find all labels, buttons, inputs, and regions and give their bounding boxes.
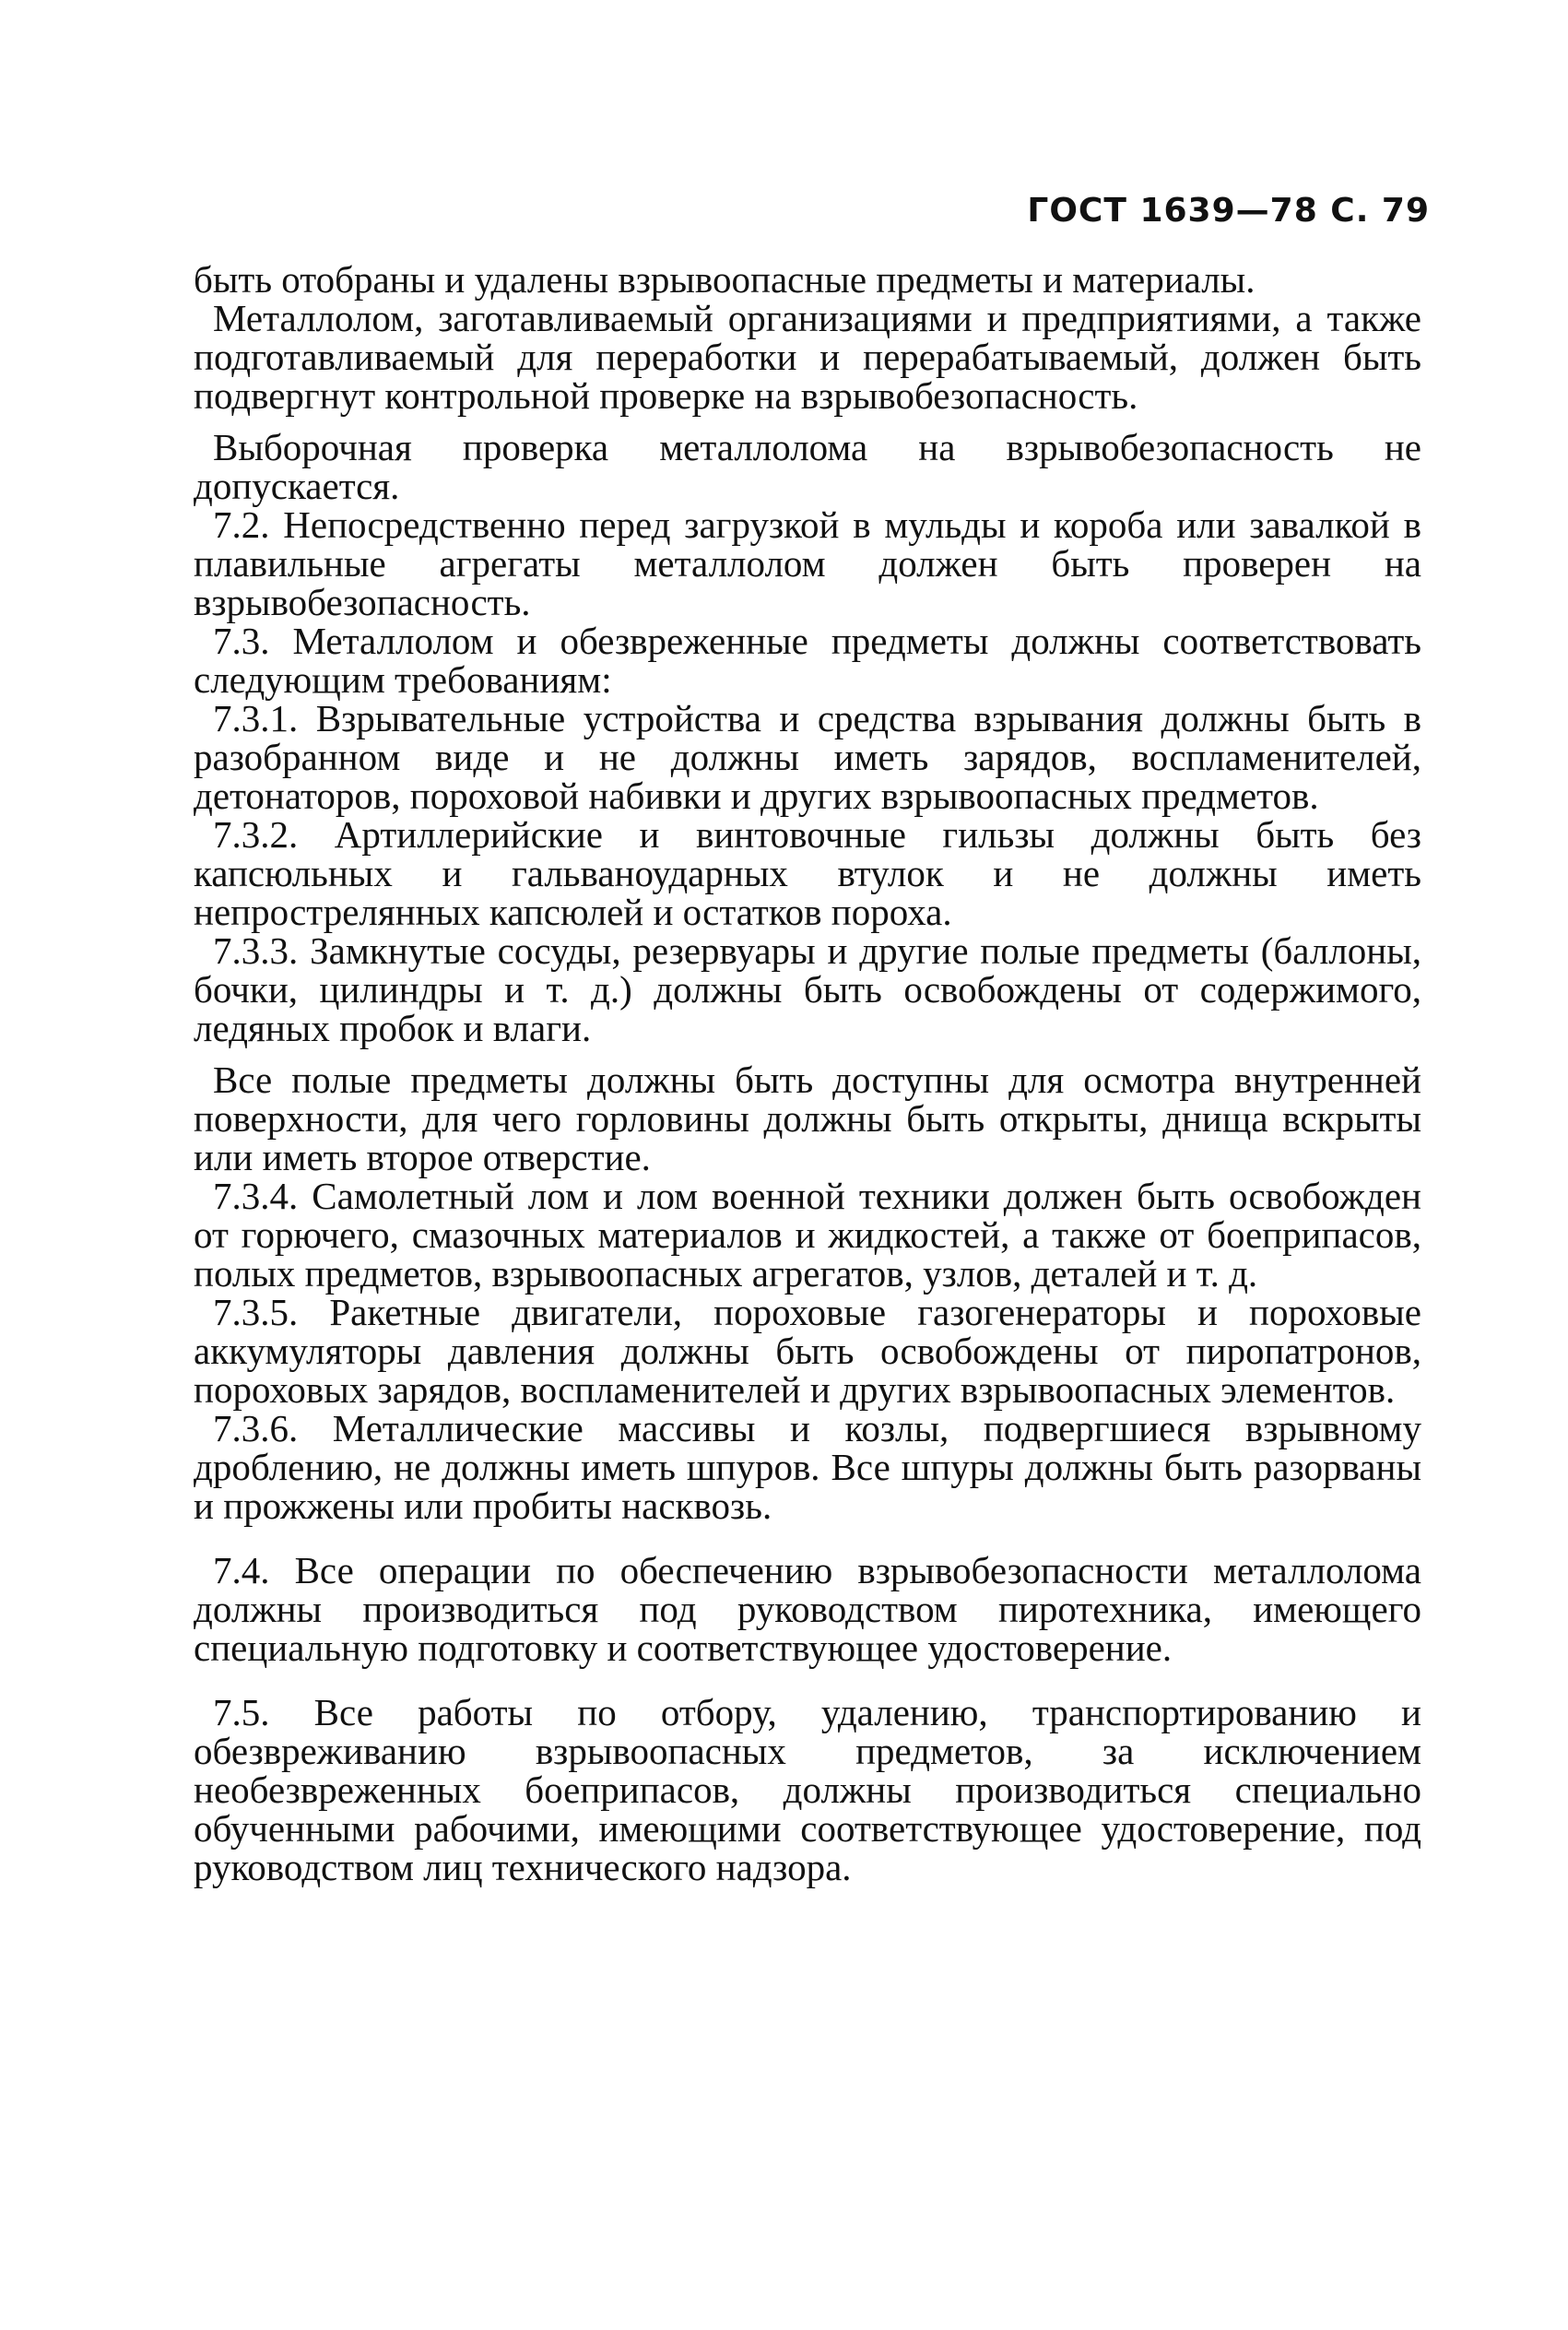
paragraph: Все полые предметы должны быть доступны для осмотра внутренней поверхности, для чего горловины должны быть открыты, днища вскрыты или иметь второе отверстие. [194, 1059, 1421, 1178]
clause-7-2: 7.2. Непосредственно перед загрузкой в мульды и короба или завалкой в плавильные агрегаты металлолом должен быть проверен на взрывобезопасность. [194, 503, 1421, 623]
running-header: ГОСТ 1639—78 С. 79 [1027, 192, 1430, 230]
clause-7-4: 7.4. Все операции по обеспечению взрывобезопасности металлолома должны производиться под руководством пиротехника, имеющего специальную подготовку и соответствующее удостоверение. [194, 1549, 1421, 1669]
clause-7-3-1: 7.3.1. Взрывательные устройства и средства взрывания должны быть в разобранном виде и не должны иметь зарядов, воспламенителей, детонаторов, пороховой набивки и других взрывоопасных предметов. [194, 697, 1421, 817]
paragraph: Металлолом, заготавливаемый организациями и предприятиями, а также подготавливаемый для переработки и перерабатываемый, должен быть подвергнут контрольной проверке на взрывобезопасность. [194, 297, 1421, 417]
clause-7-3-3: 7.3.3. Замкнутые сосуды, резервуары и другие полые предметы (баллоны, бочки, цилиндры и т. д.) должны быть освобождены от содержимого, ледяных пробок и влаги. [194, 929, 1421, 1049]
body-text [194, 260, 1421, 1886]
clause-7-5: 7.5. Все работы по отбору, удалению, транспортированию и обезвреживанию взрывоопасных предметов, за исключением необезвреженных боеприпасов, должны производиться специально обученными рабочими, имеющими соответствующее удостоверение, под руководством лиц технического надзора. [194, 1691, 1421, 1888]
clause-7-3: 7.3. Металлолом и обезвреженные предметы должны соответствовать следующим требованиям: [194, 620, 1421, 701]
clause-7-3-6: 7.3.6. Металлические массивы и козлы, подвергшиеся взрывному дроблению, не должны иметь шпуров. Все шпуры должны быть разорваны и прожжены или пробиты насквозь. [194, 1407, 1421, 1527]
paragraph-continuation: быть отобраны и удалены взрывоопасные предметы и материалы. [194, 258, 1256, 301]
clause-7-3-2: 7.3.2. Артиллерийские и винтовочные гильзы должны быть без капсюльных и гальваноударных втулок и не должны иметь непрострелянных капсюлей и остатков пороха. [194, 813, 1421, 933]
paragraph: Выборочная проверка металлолома на взрывобезопасность не допускается. [194, 426, 1421, 507]
clause-7-3-4: 7.3.4. Самолетный лом и лом военной техники должен быть освобожден от горючего, смазочных материалов и жидкостей, а также от боеприпасов, полых предметов, взрывоопасных агрегатов, узлов, деталей и т. д. [194, 1175, 1421, 1295]
clause-7-3-5: 7.3.5. Ракетные двигатели, пороховые газогенераторы и пороховые аккумуляторы давления должны быть освобождены от пиропатронов, пороховых зарядов, воспламенителей и других взрывоопасных элементов. [194, 1291, 1421, 1411]
